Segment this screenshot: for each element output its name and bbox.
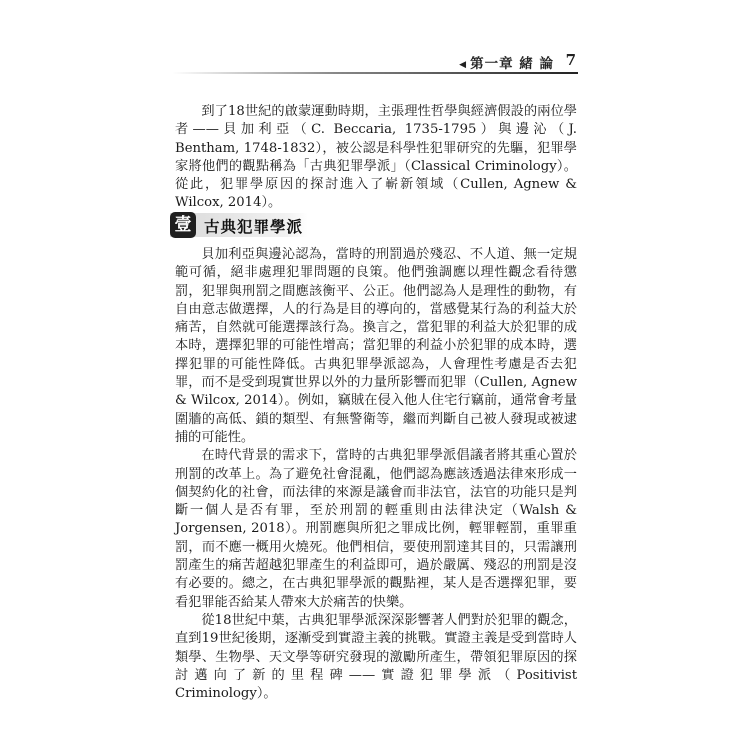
body-paragraph: 貝加利亞與邊沁認為，當時的刑罰過於殘忍、不人道、無一定規範可循，絕非處理犯罪問題的良策。他們強調應以理性觀念看待懲罰，犯罪與刑罰之間應該衡平、公正。他們認為人是理性的動物，有自由意志做選擇，人的行為是目的導向的，當感覺某行為的利益大於痛苦，自然就可能選擇該行為。換言之，當犯罪的利益大於犯罪的成本時，選擇犯罪的可能性增高；當犯罪的利益小於犯罪的成本時，選擇犯罪的可能性降低。古典犯罪學派認為，人會理性考慮是否去犯罪，而不是受到現實世界以外的力量所影響而犯罪（Cullen, Agnew & Wilcox, 2014）。例如，竊賊在侵入他人住宅行竊前，通常會考量圍牆的高低、鎖的類型、有無警衛等，繼而判斷自己被人發現或被逮捕的可能性。 [175, 247, 577, 445]
chapter-title [459, 52, 554, 72]
section-heading [170, 212, 310, 238]
section-number-badge: 壹 [170, 212, 196, 238]
section-title: 古典犯罪學派 [204, 218, 304, 236]
running-header [172, 48, 578, 74]
chapter-title-text: 第一章 緒 論 [470, 56, 554, 72]
body-paragraph: 從18世紀中葉，古典犯罪學派深深影響著人們對於犯罪的觀念，直到19世紀後期，逐漸受到實證主義的挑戰。實證主義是受到當時人類學、生物學、天文學等研究發現的激勵所產生，帶領犯罪原因的探討邁向了新的里程碑——實證犯罪學派（Positivist Criminology）。 [175, 612, 577, 702]
body-text [175, 246, 577, 703]
page-number: 7 [565, 51, 576, 69]
triangle-marker-icon: ◀ [459, 60, 468, 70]
body-paragraph: 在時代背景的需求下，當時的古典犯罪學派倡議者將其重心置於刑罰的改革上。為了避免社會混亂，他們認為應該透過法律來形成一個契約化的社會，而法律的來源是議會而非法官，法官的功能只是判斷一個人是否有罪，至於刑罰的輕重則由法律決定（Walsh & Jorgensen, 2018）。刑罰應與所犯之罪成比例，輕罪輕罰，重罪重罰，而不應一概用火燒死。他們相信，要使刑罰達其目的，只需讓刑罰產生的痛苦超越犯罪產生的利益即可，過於嚴厲、殘忍的刑罰是沒有必要的。總之，在古典犯罪學派的觀點裡，某人是否選擇犯罪，要看犯罪能否給某人帶來大於痛苦的快樂。 [175, 448, 577, 610]
intro-paragraph: 到了18世紀的啟蒙運動時期，主張理性哲學與經濟假設的兩位學者——貝加利亞（C. Beccaria, 1735-1795）與邊沁（J. Bentham, 1748-1832），被公認是科學性犯罪研究的先驅，犯罪學家將他們的觀點稱為「古典犯罪學派」（Classical Criminology）。從此，犯罪學原因的探討進入了嶄新領域（Cullen, Agnew & Wilcox, 2014）。 [175, 104, 577, 211]
header-rule [172, 72, 578, 74]
intro-block [175, 103, 577, 213]
